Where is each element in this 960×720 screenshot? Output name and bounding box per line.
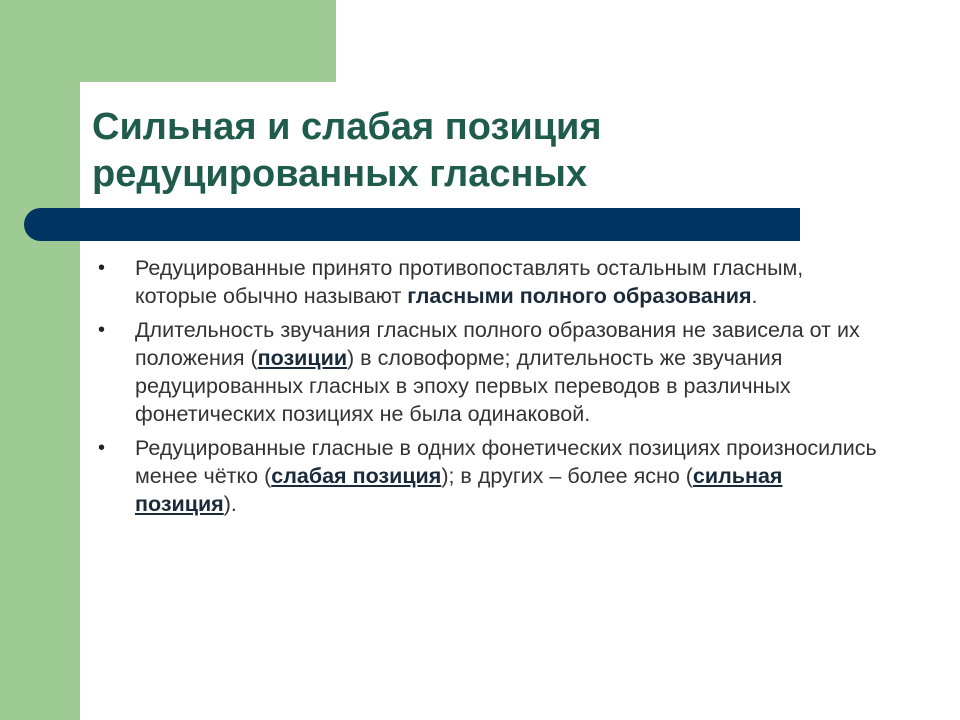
title-underline-bar (24, 208, 800, 241)
bullet-3-mid: ); в других – более ясно ( (441, 464, 693, 488)
bullet-3-text: Редуцированные гласные в одних фонетических позициях произносились менее чётко ( (135, 436, 877, 488)
bullet-item-2 (98, 316, 888, 428)
bullet-item-1 (98, 254, 888, 310)
slide-title (92, 104, 852, 198)
sidebar-band (0, 0, 80, 720)
bullet-1-text: Редуцированные принято противопоставлять остальным гласным, которые обычно называют (135, 256, 804, 308)
top-left-accent (0, 0, 336, 82)
term-full-formation: гласными полного образования (407, 284, 752, 308)
term-weak-position-link[interactable]: слабая позиция (271, 464, 442, 488)
bullet-1-end: . (751, 284, 758, 308)
term-position-link[interactable]: позиции (257, 346, 348, 370)
term-strong-position-link[interactable]: сильная позиция (135, 464, 783, 516)
bullet-item-3 (98, 434, 888, 518)
bullet-dot-icon: • (98, 257, 106, 279)
bullet-dot-icon: • (98, 437, 106, 459)
slide-title-line-2: редуцированных гласных (92, 153, 588, 195)
bullet-list (98, 254, 888, 524)
slide-title-line-1: Сильная и слабая позиция (92, 106, 602, 148)
bullet-3-end: ). (223, 492, 237, 516)
bullet-dot-icon: • (98, 319, 106, 341)
bullet-2-text: Длительность звучания гласных полного образования не зависела от их положения ( (135, 318, 860, 370)
bullet-2-end: ) в словоформе; длительность же звучания редуцированных гласных в эпоху первых переводов в различных фонетических позициях не была одинаковой. (135, 346, 791, 426)
